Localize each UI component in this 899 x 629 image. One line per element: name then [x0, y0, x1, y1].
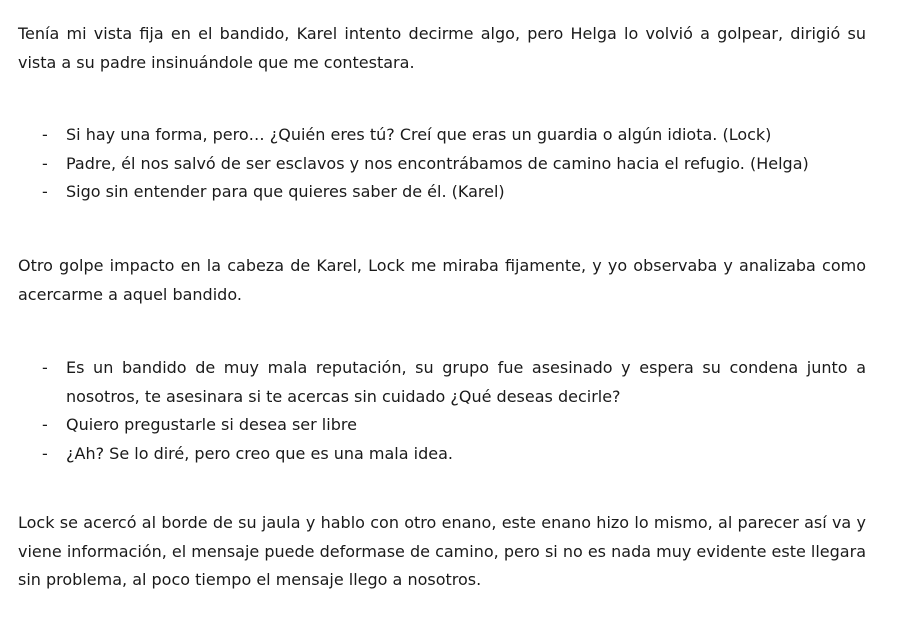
dialogue-line: [18, 411, 866, 440]
dash-bullet: -: [42, 182, 48, 201]
dialogue-text: Padre, él nos salvó de ser esclavos y nos encontrábamos de camino hacia el refugio. (Helga): [66, 153, 809, 173]
dash-bullet: -: [42, 125, 48, 144]
dialogue-text: Es un bandido de muy mala reputación, su grupo fue asesinado y espera su condena junto a nosotros, te asesinara si te acercas sin cuidado ¿Qué deseas decirle?: [66, 358, 866, 406]
paragraph-3: Lock se acercó al borde de su jaula y hablo con otro enano, este enano hizo lo mismo, al parecer así va y viene información, el mensaje puede deformase de camino, pero si no es nada muy evidente este llegara sin problema, al poco tiempo el mensaje llego a nosotros.: [18, 513, 866, 589]
document-page: [18, 0, 866, 629]
dialogue-line: [18, 354, 866, 411]
paragraph-2: Otro golpe impacto en la cabeza de Karel, Lock me miraba fijamente, y yo observaba y analizaba como acercarme a aquel bandido.: [18, 256, 866, 304]
paragraph-1: Tenía mi vista fija en el bandido, Karel intento decirme algo, pero Helga lo volvió a golpear, dirigió su vista a su padre insinuándole que me contestara.: [18, 24, 866, 72]
dialogue-list-1: [18, 121, 866, 207]
dialogue-list-2: [18, 354, 866, 468]
dash-bullet: -: [42, 443, 48, 463]
dialogue-line: [18, 121, 866, 150]
dialogue-line: [18, 178, 866, 207]
dash-bullet: -: [42, 415, 48, 434]
dialogue-line: [18, 150, 866, 179]
dialogue-line: [18, 440, 866, 469]
dialogue-text: Quiero pregustarle si desea ser libre: [66, 415, 357, 434]
dialogue-text: Si hay una forma, pero… ¿Quién eres tú? Creí que eras un guardia o algún idiota. (Lock): [66, 125, 772, 144]
dialogue-text: Sigo sin entender para que quieres saber de él. (Karel): [66, 182, 505, 201]
dialogue-text: ¿Ah? Se lo diré, pero creo que es una mala idea.: [66, 443, 453, 463]
dash-bullet: -: [42, 358, 48, 377]
dash-bullet: -: [42, 153, 48, 173]
